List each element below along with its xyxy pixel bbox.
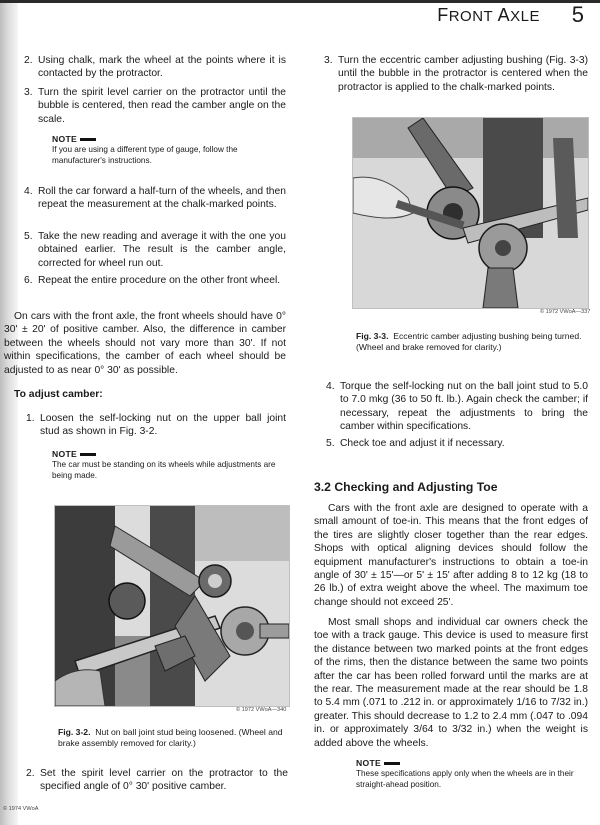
step-3-eccentric-bushing: 3. Turn the eccentric camber adjusting bushing (Fig. 3-3) until the bubble in the protractor is centered when the protractor is applied to the chalk-marked points. [324,55,588,93]
running-header-title: FRONT AXLE [437,5,540,25]
step-2-mark-wheel: 2. Using chalk, mark the wheel at the points where it is contacted by the protractor. [24,55,286,80]
camber-bushing-illustration [353,118,588,308]
figure-3-3-photo [352,117,589,309]
step-5-average: 5. Take the new reading and average it with the one you obtained earlier. The result is the camber angle, corrected for wheel run out. [24,231,286,269]
toe-paragraph-2: Most small shops and individual car owners check the toe with a track gauge. This device is used to measure first the distance between two marked points at the front edges of the rims, then the distance between the same two points after the car has been rolled forward until the marks are at the rear. The measurement made at the rear should be 1.8 to 5.4 mm (.071 to .212 in. or approximately 1/16 to 7/32 in.) greater. This should decrease to 1.2 to 2.4 mm (.047 to .094 in. or approximately 3/64 to 3/32 in.) when the weight is added above the wheels. [314,617,588,749]
ball-joint-nut-illustration [55,506,289,706]
copyright-footer: © 1974 VWoA [3,806,39,812]
figure-3-2-credit: © 1972 VWoA—340 [236,707,287,713]
camber-specification-paragraph: On cars with the front axle, the front wheels should have 0° 30' ± 20' of positive camber. Also, the difference in camber between the wheels should not vary more than 30'. If not within specifications, the camber of each wheel should be adjusted to as near 0° 30' as possible. [4,311,286,376]
toe-paragraph-1: Cars with the front axle are designed to operate with a small amount of toe-in. This means that the front edges of the tires are slightly closer together than the rear edges. Shops with optical aligning devices should follow the equipment manufacturer's instructions to obtain a toe-in angle of 30' ± 15'—or 5' ± 15' after adding 8 to 12 kg (18 to 26 lb.) of extra weight above the wheel. The maximum toe change should not exceed 25'. [314,503,588,608]
adjust-step-2-set-carrier: 2. Set the spirit level carrier on the protractor to the specified angle of 0° 30' positive camber. [26,768,288,793]
section-heading-toe: 3.2 Checking and Adjusting Toe [314,480,498,494]
figure-3-2-photo [54,505,290,707]
step-6-repeat: 6. Repeat the entire procedure on the other front wheel. [24,275,281,286]
figure-3-3-credit: © 1972 VWoA—337 [540,309,591,315]
adjust-camber-heading: To adjust camber: [14,389,103,400]
note-car-standing: NOTE The car must be standing on its wheels while adjustments are being made. [52,449,286,481]
page-number: 5 [571,2,584,27]
adjust-step-1-loosen-nut: 1. Loosen the self-locking nut on the upper ball joint stud as shown in Fig. 3-2. [26,413,286,438]
figure-3-3-caption: Fig. 3-3. Eccentric camber adjusting bushing being turned. (Wheel and brake removed for clarity.) [356,331,582,352]
step-4-roll-car: 4. Roll the car forward a half-turn of the wheels, and then repeat the measurement at the chalk-marked points. [24,186,286,211]
step-5-check-toe: 5. Check toe and adjust it if necessary. [326,438,505,449]
note-straight-ahead: NOTE These specifications apply only when the wheels are in their straight-ahead position. [356,758,576,790]
note-different-gauge: NOTE If you are using a different type of gauge, follow the manufacturer's instructions. [52,134,286,166]
header-rule [0,0,600,3]
page-binding-shadow [0,0,18,825]
step-3-spirit-level: 3. Turn the spirit level carrier on the protractor until the bubble is centered, then read the camber angle on the scale. [24,87,286,125]
step-4-torque-nut: 4. Torque the self-locking nut on the ball joint stud to 5.0 to 7.0 mkg (36 to 50 ft. lb.). Again check the camber; if necessary, repeat the adjustments to bring the camber within specifications. [326,381,588,433]
figure-3-2-caption: Fig. 3-2. Nut on ball joint stud being loosened. (Wheel and brake assembly removed for clarity.) [58,727,283,748]
